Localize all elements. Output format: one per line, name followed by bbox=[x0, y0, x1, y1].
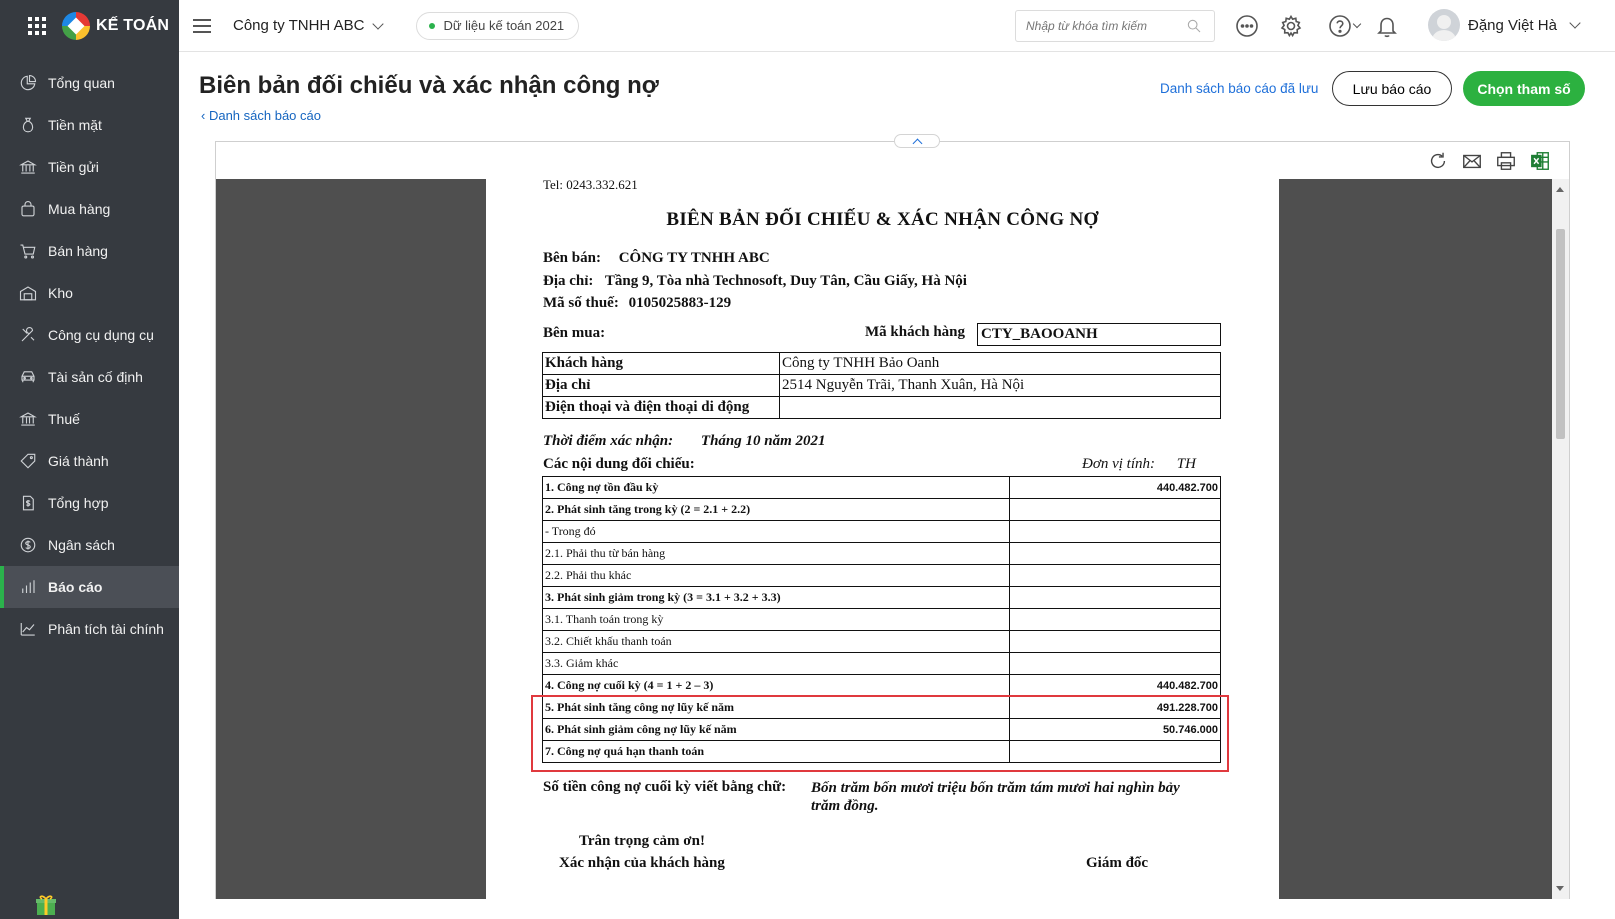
row-value bbox=[1010, 521, 1221, 543]
table-row bbox=[543, 543, 1221, 565]
search-input[interactable] bbox=[1026, 19, 1186, 33]
viewer-toolbar bbox=[1427, 150, 1551, 172]
report-title: BIÊN BẢN ĐỐI CHIẾU & XÁC NHẬN CÔNG NỢ bbox=[666, 209, 1099, 230]
customer-signature-label: Xác nhận của khách hàng bbox=[559, 855, 725, 871]
gift-icon[interactable] bbox=[34, 893, 58, 917]
row-label: 7. Công nợ quá hạn thanh toán bbox=[543, 741, 1010, 763]
seller-line bbox=[543, 250, 770, 267]
logo-text: KẾ TOÁN bbox=[96, 17, 170, 34]
sidebar-item-label: Công cụ dụng cụ bbox=[48, 327, 154, 343]
status-dot-icon bbox=[429, 23, 435, 29]
tag-icon bbox=[18, 451, 38, 471]
back-to-report-list-link[interactable] bbox=[201, 108, 321, 123]
choose-parameters-button[interactable]: Chọn tham số bbox=[1463, 71, 1585, 106]
info-value bbox=[780, 397, 1221, 419]
company-name: Công ty TNHH ABC bbox=[233, 17, 365, 34]
unit-value: TH bbox=[1176, 456, 1196, 472]
sidebar-item-government[interactable] bbox=[0, 398, 179, 440]
row-label: 4. Công nợ cuối kỳ (4 = 1 + 2 – 3) bbox=[543, 675, 1010, 697]
info-row bbox=[543, 353, 1221, 375]
sidebar-item-budget[interactable] bbox=[0, 524, 179, 566]
tools-icon bbox=[18, 325, 38, 345]
vertical-scrollbar[interactable] bbox=[1552, 179, 1569, 899]
sidebar-item-money-bag[interactable] bbox=[0, 104, 179, 146]
row-value bbox=[1010, 587, 1221, 609]
confirm-time-label: Thời điểm xác nhận: bbox=[543, 433, 674, 449]
unit bbox=[1082, 456, 1196, 473]
sidebar-item-label: Tổng quan bbox=[48, 75, 115, 91]
sidebar-item-label: Tổng hợp bbox=[48, 495, 109, 511]
sidebar-item-label: Thuế bbox=[48, 411, 80, 427]
seller-address-line bbox=[543, 273, 967, 290]
row-value: 440.482.700 bbox=[1010, 675, 1221, 697]
save-report-button[interactable]: Lưu báo cáo bbox=[1332, 71, 1452, 106]
row-value bbox=[1010, 741, 1221, 763]
row-label: 2.1. Phải thu từ bán hàng bbox=[543, 543, 1010, 565]
gear-icon[interactable] bbox=[1278, 13, 1304, 39]
document-dollar-icon bbox=[18, 493, 38, 513]
tax-label: Mã số thuế: bbox=[543, 295, 619, 311]
table-row bbox=[543, 609, 1221, 631]
info-row bbox=[543, 397, 1221, 419]
brand bbox=[0, 0, 179, 52]
row-value bbox=[1010, 653, 1221, 675]
tax-line bbox=[543, 295, 731, 312]
sidebar-item-label: Tài sản cố định bbox=[48, 369, 143, 385]
row-label: 6. Phát sinh giảm công nợ lũy kế năm bbox=[543, 719, 1010, 741]
chevron-down-icon bbox=[373, 18, 384, 29]
sidebar-item-tools[interactable] bbox=[0, 314, 179, 356]
table-row bbox=[543, 477, 1221, 499]
sidebar-item-car[interactable] bbox=[0, 356, 179, 398]
chevron-down-icon bbox=[1353, 20, 1361, 28]
confirm-time-value: Tháng 10 năm 2021 bbox=[700, 433, 826, 449]
refresh-icon[interactable] bbox=[1427, 150, 1449, 172]
reconciliation-table bbox=[542, 476, 1221, 763]
email-icon[interactable] bbox=[1461, 150, 1483, 172]
trend-chart-icon bbox=[18, 619, 38, 639]
sidebar-item-label: Giá thành bbox=[48, 453, 109, 469]
sidebar-item-label: Tiền gửi bbox=[48, 159, 99, 175]
sidebar-item-trend-chart[interactable] bbox=[0, 608, 179, 650]
seller-label: Bên bán: bbox=[543, 250, 601, 266]
table-row bbox=[543, 521, 1221, 543]
bank-icon bbox=[18, 157, 38, 177]
row-label: 3. Phát sinh giảm trong kỳ (3 = 3.1 + 3.2 + 3.3) bbox=[543, 587, 1010, 609]
scroll-up-icon[interactable] bbox=[1556, 187, 1564, 192]
sidebar-item-tag[interactable] bbox=[0, 440, 179, 482]
row-label: 3.3. Giảm khác bbox=[543, 653, 1010, 675]
print-icon[interactable] bbox=[1495, 150, 1517, 172]
customer-code-value: CTY_BAOOANH bbox=[977, 323, 1221, 346]
row-label: 5. Phát sinh tăng công nợ lũy kế năm bbox=[543, 697, 1010, 719]
logo-icon bbox=[62, 12, 90, 40]
info-key: Địa chỉ bbox=[543, 375, 780, 397]
government-icon bbox=[18, 409, 38, 429]
sidebar-item-shopping-bag[interactable] bbox=[0, 188, 179, 230]
sidebar-item-label: Bán hàng bbox=[48, 243, 108, 259]
user-name: Đặng Việt Hà bbox=[1468, 16, 1557, 34]
scroll-down-icon[interactable] bbox=[1556, 886, 1564, 891]
table-row bbox=[543, 631, 1221, 653]
info-value: Công ty TNHH Bảo Oanh bbox=[780, 353, 1221, 375]
app-grid-icon[interactable] bbox=[26, 15, 48, 37]
customer-info-table bbox=[542, 352, 1221, 419]
address-value: Tầng 9, Tòa nhà Technosoft, Duy Tân, Cầu Giấy, Hà Nội bbox=[604, 273, 967, 289]
row-value bbox=[1010, 543, 1221, 565]
pie-chart-icon bbox=[18, 73, 38, 93]
avatar bbox=[1428, 9, 1460, 41]
thanks-text: Trân trọng cảm ơn! bbox=[579, 833, 705, 849]
row-value: 50.746.000 bbox=[1010, 719, 1221, 741]
buyer-label: Bên mua: bbox=[543, 325, 606, 341]
sidebar-item-warehouse[interactable] bbox=[0, 272, 179, 314]
report-viewer bbox=[215, 141, 1570, 899]
sidebar-item-cart[interactable] bbox=[0, 230, 179, 272]
excel-export-icon[interactable] bbox=[1529, 150, 1551, 172]
info-value: 2514 Nguyễn Trãi, Thanh Xuân, Hà Nội bbox=[780, 375, 1221, 397]
sidebar-item-label: Tiền mặt bbox=[48, 117, 102, 133]
table-row bbox=[543, 697, 1221, 719]
help-icon[interactable] bbox=[1324, 13, 1364, 39]
sidebar-item-label: Báo cáo bbox=[48, 579, 103, 595]
search-icon[interactable] bbox=[1186, 18, 1202, 34]
bar-chart-icon bbox=[18, 577, 38, 597]
budget-icon bbox=[18, 535, 38, 555]
cart-icon bbox=[18, 241, 38, 261]
row-value bbox=[1010, 609, 1221, 631]
menu-icon[interactable] bbox=[193, 15, 211, 37]
warehouse-icon bbox=[18, 283, 38, 303]
info-key: Điện thoại và điện thoại di động bbox=[543, 397, 780, 419]
row-value: 440.482.700 bbox=[1010, 477, 1221, 499]
sidebar-item-label: Mua hàng bbox=[48, 201, 111, 217]
search-box[interactable] bbox=[1015, 10, 1215, 42]
chevron-up-icon bbox=[912, 138, 922, 148]
customer-code-label: Mã khách hàng bbox=[865, 324, 966, 340]
row-value bbox=[1010, 631, 1221, 653]
sidebar-item-bank[interactable] bbox=[0, 146, 179, 188]
page-title: Biên bản đối chiếu và xác nhận công nợ bbox=[199, 72, 659, 99]
sidebar-nav bbox=[0, 62, 179, 650]
report-canvas[interactable] bbox=[216, 179, 1553, 899]
row-value: 491.228.700 bbox=[1010, 697, 1221, 719]
user-menu[interactable] bbox=[1428, 9, 1579, 41]
sidebar bbox=[0, 0, 179, 919]
scroll-thumb[interactable] bbox=[1556, 229, 1565, 439]
row-label: 3.2. Chiết khấu thanh toán bbox=[543, 631, 1010, 653]
director-signature-label: Giám đốc bbox=[1086, 855, 1149, 871]
amount-in-words-value: Bốn trăm bốn mươi triệu bốn trăm tám mươi hai nghìn bảy trăm đồng. bbox=[811, 780, 1180, 814]
table-row bbox=[543, 587, 1221, 609]
row-label: 2. Phát sinh tăng trong kỳ (2 = 2.1 + 2.2) bbox=[543, 499, 1010, 521]
data-set-label: Dữ liệu kế toán 2021 bbox=[443, 18, 565, 33]
row-value bbox=[1010, 565, 1221, 587]
bell-icon[interactable] bbox=[1374, 13, 1400, 39]
row-label: 3.1. Thanh toán trong kỳ bbox=[543, 609, 1010, 631]
sidebar-item-document-dollar[interactable] bbox=[0, 482, 179, 524]
amount-in-words-label: Số tiền công nợ cuối kỳ viết bằng chữ: bbox=[543, 779, 787, 795]
info-row bbox=[543, 375, 1221, 397]
seller-tel: Tel: 0243.332.621 bbox=[543, 179, 638, 192]
sidebar-item-label: Ngân sách bbox=[48, 537, 115, 553]
address-label: Địa chỉ: bbox=[543, 273, 594, 289]
seller-value: CÔNG TY TNHH ABC bbox=[618, 250, 770, 266]
table-row bbox=[543, 565, 1221, 587]
row-value bbox=[1010, 499, 1221, 521]
collapse-header-toggle[interactable] bbox=[894, 134, 940, 148]
sidebar-item-label: Phân tích tài chính bbox=[48, 621, 164, 637]
shopping-bag-icon bbox=[18, 199, 38, 219]
top-bar bbox=[179, 0, 1615, 52]
contents-label: Các nội dung đối chiếu: bbox=[543, 456, 695, 472]
row-label: 1. Công nợ tồn đầu kỳ bbox=[543, 477, 1010, 499]
car-icon bbox=[18, 367, 38, 387]
saved-reports-link[interactable]: Danh sách báo cáo đã lưu bbox=[1160, 81, 1319, 96]
tax-value: 0105025883-129 bbox=[628, 295, 732, 311]
sidebar-item-bar-chart[interactable] bbox=[0, 566, 179, 608]
more-icon[interactable] bbox=[1234, 13, 1260, 39]
row-label: 2.2. Phải thu khác bbox=[543, 565, 1010, 587]
unit-label: Đơn vị tính: bbox=[1082, 456, 1155, 472]
table-row bbox=[543, 719, 1221, 741]
table-row bbox=[543, 499, 1221, 521]
data-set-chip[interactable] bbox=[416, 12, 579, 40]
company-selector[interactable] bbox=[233, 17, 382, 34]
row-label: - Trong đó bbox=[543, 521, 1010, 543]
sidebar-item-label: Kho bbox=[48, 285, 73, 301]
report-page bbox=[486, 179, 1279, 899]
table-row bbox=[543, 675, 1221, 697]
money-bag-icon bbox=[18, 115, 38, 135]
table-row bbox=[543, 653, 1221, 675]
confirm-time bbox=[543, 433, 826, 450]
info-key: Khách hàng bbox=[543, 353, 780, 375]
sidebar-item-pie-chart[interactable] bbox=[0, 62, 179, 104]
chevron-left-icon: ‹ bbox=[201, 108, 209, 123]
back-link-label: Danh sách báo cáo bbox=[208, 108, 321, 123]
table-row bbox=[543, 741, 1221, 763]
chevron-down-icon bbox=[1569, 17, 1580, 28]
